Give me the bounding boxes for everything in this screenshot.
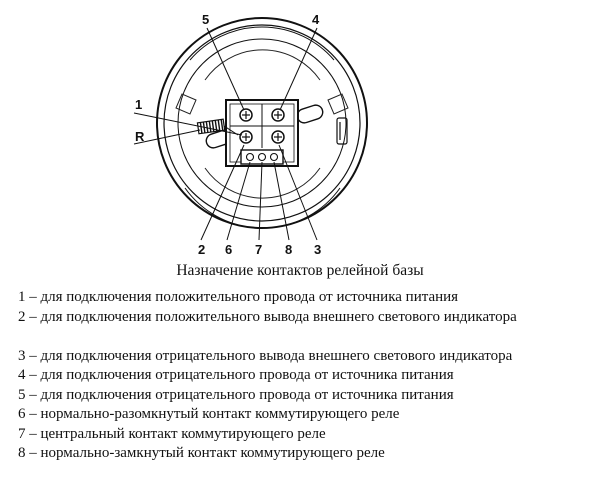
callout-3: 3 (314, 242, 322, 257)
callout-8: 8 (285, 242, 293, 257)
contact-legend (18, 288, 596, 464)
legend-item-7: 7 – центральный контакт коммутирующего реле (18, 425, 326, 442)
callout-7: 7 (255, 242, 263, 257)
callout-6: 6 (225, 242, 233, 257)
legend-item-2: 2 – для подключения положительного вывода внешнего светового индикатора (18, 308, 517, 325)
legend-item-4: 4 – для подключения отрицательного провода от источника питания (18, 367, 454, 383)
legend-item-8: 8 – нормально-замкнутый контакт коммутирующего реле (18, 445, 385, 461)
legend-item-6: 6 – нормально-разомкнутый контакт коммутирующего реле (18, 406, 400, 422)
terminal-4-screw (272, 109, 284, 121)
legend-item-5: 5 – для подключения отрицательного провода от источника питания (18, 386, 454, 403)
terminal-3-screw (272, 131, 284, 143)
callout-2: 2 (198, 242, 206, 257)
diagram-caption: Назначение контактов релейной базы (176, 262, 424, 279)
legend-item-1: 1 – для подключения положительного провода от источника питания (18, 289, 459, 305)
terminal-5-screw (240, 109, 252, 121)
callout-5: 5 (202, 12, 210, 27)
relay-contacts (241, 150, 283, 164)
callout-4: 4 (312, 12, 320, 27)
callout-r: R (135, 129, 145, 144)
callout-1: 1 (135, 97, 143, 112)
legend-item-3: 3 – для подключения отрицательного вывода внешнего светового индикатора (18, 347, 513, 364)
terminal-1-screw (240, 131, 252, 143)
